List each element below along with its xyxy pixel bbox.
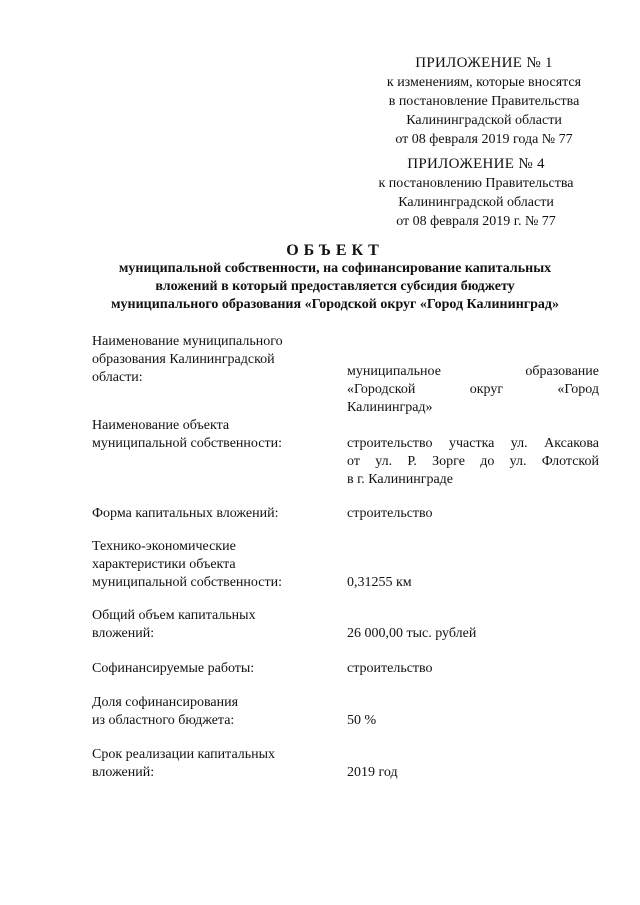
row-value bbox=[347, 435, 599, 489]
row-label bbox=[92, 417, 322, 453]
annex-4-line: от 08 февраля 2019 г. № 77 bbox=[396, 214, 556, 229]
label-line: муниципальной собственности: bbox=[92, 575, 282, 590]
annex-1-line: Калининградской области bbox=[406, 113, 562, 128]
title-line: муниципальной собственности, на софинансирование капитальных bbox=[118, 261, 552, 276]
row-value bbox=[347, 363, 599, 417]
row-label bbox=[92, 333, 322, 387]
label-line: характеристики объекта bbox=[92, 557, 236, 572]
row-label bbox=[92, 607, 322, 643]
document-title bbox=[70, 242, 600, 314]
value-line: муниципальное образование bbox=[347, 364, 599, 379]
row-label bbox=[92, 660, 322, 678]
label-line: Наименование муниципального bbox=[92, 334, 283, 349]
row-value bbox=[347, 625, 599, 643]
annex-1-line: от 08 февраля 2019 года № 77 bbox=[395, 132, 573, 147]
label-line: Технико-экономические bbox=[92, 539, 236, 554]
value-line: от ул. Р. Зорге до ул. Флотской bbox=[347, 454, 599, 469]
row-value bbox=[347, 660, 599, 678]
label-line: Софинансируемые работы: bbox=[92, 661, 255, 676]
value-line: 0,31255 км bbox=[347, 575, 412, 590]
label-line: Доля софинансирования bbox=[92, 695, 239, 710]
row-label bbox=[92, 746, 322, 782]
label-line: области: bbox=[92, 370, 143, 385]
label-line: вложений: bbox=[92, 765, 155, 780]
value-line: «Городской округ «Город bbox=[347, 382, 599, 397]
value-line: Калининград» bbox=[347, 400, 433, 415]
annex-4-header bbox=[358, 155, 594, 231]
value-line: строительство bbox=[347, 506, 433, 521]
annex-1-heading: ПРИЛОЖЕНИЕ № 1 bbox=[415, 55, 553, 71]
row-value bbox=[347, 764, 599, 782]
row-label bbox=[92, 538, 322, 592]
label-line: Общий объем капитальных bbox=[92, 608, 256, 623]
value-line: строительство bbox=[347, 661, 433, 676]
label-line: Форма капитальных вложений: bbox=[92, 506, 279, 521]
label-line: вложений: bbox=[92, 626, 155, 641]
label-line: из областного бюджета: bbox=[92, 713, 235, 728]
value-line: 26 000,00 тыс. рублей bbox=[347, 626, 477, 641]
annex-4-line: к постановлению Правительства bbox=[378, 176, 574, 191]
value-line: 50 % bbox=[347, 713, 377, 728]
title-word: ОБЪЕКТ bbox=[286, 242, 384, 259]
label-line: образования Калининградской bbox=[92, 352, 275, 367]
annex-4-heading: ПРИЛОЖЕНИЕ № 4 bbox=[407, 156, 545, 172]
label-line: Наименование объекта bbox=[92, 418, 230, 433]
annex-1-line: в постановление Правительства bbox=[388, 94, 580, 109]
value-line: 2019 год bbox=[347, 765, 398, 780]
annex-1-header bbox=[374, 54, 594, 149]
title-line: вложений в который предоставляется субсидия бюджету bbox=[155, 279, 515, 294]
annex-1-line: к изменениям, которые вносятся bbox=[386, 75, 582, 90]
label-line: муниципальной собственности: bbox=[92, 436, 282, 451]
value-line: в г. Калининграде bbox=[347, 472, 454, 487]
annex-4-line: Калининградской области bbox=[398, 195, 554, 210]
label-line: Срок реализации капитальных bbox=[92, 747, 276, 762]
row-label bbox=[92, 694, 322, 730]
value-line: строительство участка ул. Аксакова bbox=[347, 436, 599, 451]
row-label bbox=[92, 505, 322, 523]
row-value bbox=[347, 712, 599, 730]
row-value bbox=[347, 505, 599, 523]
row-value bbox=[347, 574, 599, 592]
title-line: муниципального образования «Городской округ «Город Калининград» bbox=[111, 297, 559, 312]
